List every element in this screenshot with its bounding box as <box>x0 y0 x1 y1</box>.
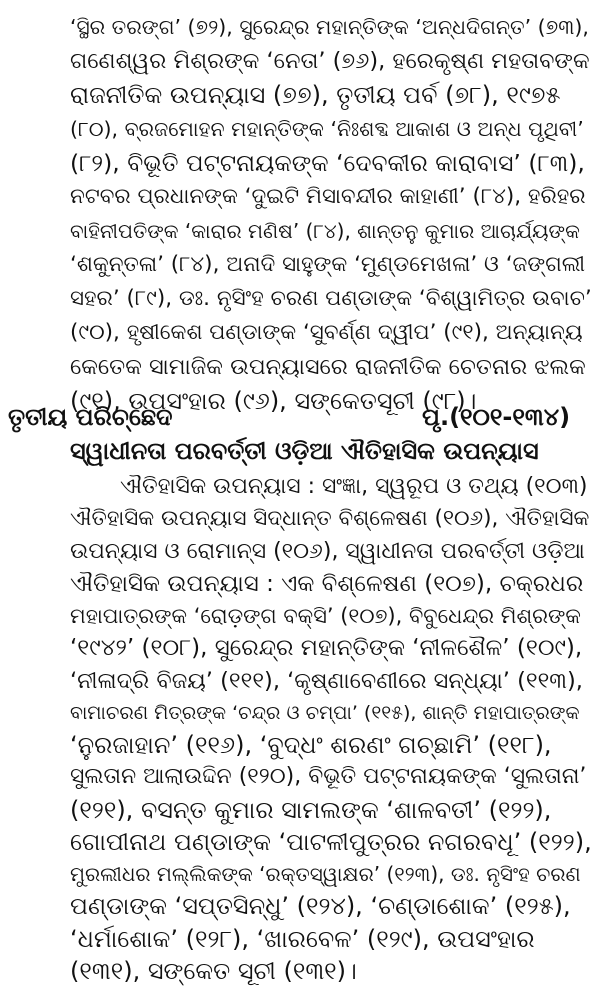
text-line <box>0 10 600 44</box>
text-segment: ‘ଶକୁନ୍ତଳା’ (୮୪), ଅନାଦି ସାହୁଙ୍କ ‘ମୁଣ୍ଡମେଖଳା’ ଓ ‘ଜଙ୍ଗଲୀ <box>70 252 586 277</box>
text-line <box>0 760 600 794</box>
text-segment: ଗୋପୀନାଥ ପଣ୍ଡାଙ୍କ ‘ପାଟଳୀପୁତ୍ରର ନଗରବଧୂ’ (୧୨୨), <box>70 828 592 856</box>
text-line <box>0 248 600 282</box>
chapter-page-range: ପୃ.(୧୦୧-୧୩୪) <box>422 403 571 431</box>
text-line <box>0 535 600 569</box>
chapter-heading <box>0 400 600 434</box>
text-segment: ‘୧୯୪୨’ (୧୦୮), ସୁରେନ୍ଦ୍ର ମହାନ୍ତିଙ୍କ ‘ନୀଳଶୈଳ’ (୧୦୯), <box>70 635 583 661</box>
text-line <box>0 954 600 988</box>
text-line <box>0 112 600 146</box>
text-line <box>0 502 600 536</box>
text-segment: ସହର’ (୮୯), ଡଃ. ନୃସିଂହ ଚରଣ ପଣ୍ଡାଙ୍କ ‘ବିଶ୍ୱାମିତ୍ର ଉବାଚ’ <box>70 286 592 311</box>
text-segment: ଗଣେଶ୍ୱର ମିଶ୍ରଙ୍କ ‘ନେତା’ (୭୬), ହରେକୃଷ୍ଣ ମହତାବଙ୍କ <box>70 48 590 74</box>
text-line <box>0 857 600 891</box>
text-segment: (୮୦), ବ୍ରଜମୋହନ ମହାନ୍ତିଙ୍କ ‘ନିଃଶବ୍ଦ ଆକାଶ ଓ ଅନ୍ଧ ପୃଥିବୀ’ <box>70 117 584 141</box>
text-line <box>0 78 600 112</box>
text-segment: (୧୨୧), ବସନ୍ତ କୁମାର ସାମଲଙ୍କ ‘ଶାଳବତୀ’ (୧୨୨), <box>70 796 552 824</box>
text-line <box>0 214 600 248</box>
text-segment: (୯୦), ହୃଷୀକେଶ ପଣ୍ଡାଙ୍କ ‘ସୁବର୍ଣ୍ଣ ଦ୍ୱୀପ’ (୯୧), ଅନ୍ୟାନ୍ୟ <box>70 320 583 345</box>
text-line <box>0 889 600 923</box>
text-segment: ରାଜନୀତିକ ଉପନ୍ୟାସ (୭୭), ତୃତୀୟ ପର୍ବ (୭୮), ୧୯୭୫ <box>70 81 561 109</box>
text-line <box>0 146 600 180</box>
text-segment: ଐତିହାସିକ ଉପନ୍ୟାସ : ଏକ ବିଶ୍ଳେଷଣ (୧୦୭), ଚକ୍ରଧର <box>70 571 584 597</box>
text-segment: ପଣ୍ଡାଙ୍କ ‘ସପ୍ତସିନ୍ଧୁ’ (୧୨୪), ‘ଚଣ୍ଡାଶୋକ’ (୧୨୫), <box>70 892 571 920</box>
text-segment: (୧୩୧), ସଙ୍କେତ ସୂଚୀ (୧୩୧)। <box>70 957 357 985</box>
text-segment: ସୁଲତାନ ଆଲାଉଦ୍ଦିନ (୧୨୦), ବିଭୂତି ପଟ୍ଟନାୟକଙ୍କ ‘ସୁଲତାନା’ <box>70 764 587 789</box>
text-segment: ‘ନୀଳାଦ୍ରି ବିଜୟ’ (୧୧୧), ‘କୃଷ୍ଣାବେଣୀରେ ସନ୍ଧ୍ୟା’ (୧୧୩), <box>70 668 583 694</box>
text-line <box>0 567 600 601</box>
text-line <box>0 664 600 698</box>
text-line <box>0 825 600 859</box>
text-line <box>0 44 600 78</box>
text-segment: ‘ସ୍ଥିର ତରଙ୍ଗ’ (୭୨), ସୁରେନ୍ଦ୍ର ମହାନ୍ତିଙ୍କ ‘ଅନ୍ଧଦିଗନ୍ତ’ (୭୩), <box>70 15 589 39</box>
text-line <box>0 282 600 316</box>
text-line <box>0 728 600 762</box>
text-segment: ମହାପାତ୍ରଙ୍କ ‘ରୋଡ଼ଙ୍ଗ ବକ୍‌ସି’ (୧୦୭), ବିବୁଧେନ୍ଦ୍ର ମିଶ୍ରଙ୍କ <box>70 604 581 628</box>
chapter-title: ସ୍ୱାଧୀନତା ପରବର୍ତ୍ତୀ ଓଡ଼ିଆ ଐତିହାସିକ ଉପନ୍ୟାସ <box>70 437 539 465</box>
text-segment: ବାମାଚରଣ ମିତ୍ରଙ୍କ ‘ଚନ୍ଦ୍ର ଓ ଚମ୍ପା’ (୧୧୫), ଶାନ୍ତି ମହାପାତ୍ରଙ୍କ <box>70 702 580 724</box>
text-segment: ‘ନୁରଜାହାନ’ (୧୧୬), ‘ବୁଦ୍ଧଂ ଶରଣଂ ଗଚ୍ଛାମି’ (୧୧୮), <box>70 731 552 759</box>
text-segment: କେତେକ ସାମାଜିକ ଉପନ୍ୟାସରେ ରାଜନୀତିକ ଚେତନାର ଝଲକ <box>70 354 586 380</box>
text-segment: (୮୨), ବିଭୂତି ପଟ୍ଟନାୟକଙ୍କ ‘ଦେବକୀର କାରାବାସ’ (୮୩), <box>70 149 585 177</box>
text-segment: (୯୧), ଉପସଂହାର (୯୬), ସଙ୍କେତସୂଚୀ (୯୮)। <box>70 387 477 415</box>
text-line <box>0 180 600 214</box>
text-line <box>0 599 600 633</box>
text-segment: ନଟବର ପ୍ରଧାନଙ୍କ ‘ଦୁଇଟି ମିସାବନ୍ଦୀର କାହାଣୀ’ (୮୪), ହରିହର <box>70 184 586 209</box>
text-line <box>0 696 600 730</box>
text-line <box>0 631 600 665</box>
text-segment: ‘ଧର୍ମାଶୋକ’ (୧୨୮), ‘ଖାରବେଳ’ (୧୨୯), ଉପସଂହାର <box>70 925 535 953</box>
chapter-label: ତୃତୀୟ ପରିଚ୍ଛେଦ <box>8 403 173 431</box>
text-segment: ମୁରଲୀଧର ମଲ୍ଲିକଙ୍କ ‘ରକ୍ତସ୍ୱାକ୍ଷର’ (୧୨୩), ଡଃ. ନୃସିଂହ ଚରଣ <box>70 862 581 886</box>
text-line <box>0 316 600 350</box>
text-segment: ବାହିନୀପତିଙ୍କ ‘କାରାର ମଣିଷ’ (୮୪), ଶାନ୍ତନୁ କୁମାର ଆଚାର୍ଯ୍ୟଙ୍କ <box>70 219 580 243</box>
text-line <box>0 350 600 384</box>
chapter-title-line <box>0 434 600 468</box>
text-segment: ଐତିହାସିକ ଉପନ୍ୟାସ : ସଂଜ୍ଞା, ସ୍ୱରୂପ ଓ ତଥ୍ୟ (୧୦୩) <box>120 474 588 499</box>
text-segment: ଉପନ୍ୟାସ ଓ ରୋମାନ୍‌ସ (୧୦୬), ସ୍ୱାଧୀନତା ପରବର୍ତ୍ତୀ ଓଡ଼ିଆ <box>70 539 585 564</box>
text-segment: ଐତିହାସିକ ଉପନ୍ୟାସ ସିଦ୍ଧାନ୍ତ ବିଶ୍ଳେଷଣ (୧୦୬), ଐତିହାସିକ <box>70 506 590 531</box>
text-line <box>0 922 600 956</box>
text-line <box>0 793 600 827</box>
text-line <box>0 470 600 504</box>
